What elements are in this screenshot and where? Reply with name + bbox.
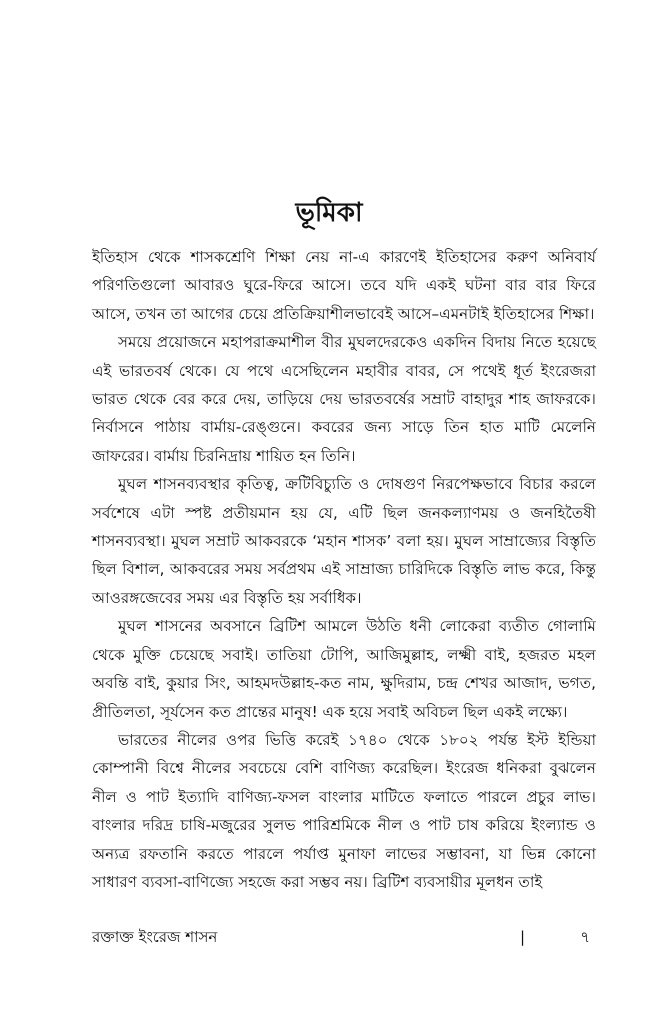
paragraph-5: ভারতের নীলের ওপর ভিত্তি করেই ১৭৪০ থেকে ১৮০২ পর্যন্ত ইস্ট ইন্ডিয়া কোম্পানী বিশ্বে নীলের সবচেয়ে বেশি বাণিজ্য করেছিল। ইংরেজ ধনিকরা বুঝলেন নীল ও পাট ইত্যাদি বাণিজ্য-ফসল বাংলার মাটিতে ফলাতে পারলে প্রচুর লাভ। বাংলার দরিদ্র চাষি-মজুরের সুলভ পারিশ্রমিকে নীল ও পাট চাষ করিয়ে ইংল্যান্ড ও অন্যত্র রফতানি করতে পারলে পর্যাপ্ত মুনাফা লাভের সম্ভাবনা, যা ভিন্ন কোনো সাধারণ ব্যবসা-বাণিজ্যে সহজে করা সম্ভব নয়। ব্রিটিশ ব্যবসায়ীর মূলধন তাই	[92, 730, 596, 891]
paragraph-2: সময়ে প্রয়োজনে মহাপরাক্রমাশীল বীর মুঘলদেরকেও একদিন বিদায় নিতে হয়েছে এই ভারতবর্ষ থেকে। যে পথে এসেছিলেন মহাবীর বাবর, সে পথেই ধূর্ত ইংরেজরা ভারত থেকে বের করে দেয়, তাড়িয়ে দেয় ভারতবর্ষের সম্রাট বাহাদুর শাহ জাফরকে। নির্বাসনে পাঠায় বার্মায়-রেঙ্গুনে। কবরের জন্য সাড়ে তিন হাত মাটি মেলেনি জাফরের। বার্মায় চিরনিদ্রায় শায়িত হন তিনি।	[92, 333, 596, 465]
body-text	[92, 243, 596, 896]
page-footer	[92, 926, 596, 948]
page-title: ভূমিকা	[295, 198, 363, 228]
paragraph-3: মুঘল শাসনব্যবস্থার কৃতিত্ব, ক্রটিবিচ্যুতি ও দোষগুণ নিরপেক্ষভাবে বিচার করলে সর্বশেষে এটা স্পষ্ট প্রতীয়মান হয় যে, এটি ছিল জনকল্যাণময় ও জনহিতৈষী শাসনব্যবস্থা। মুঘল সম্রাট আকবরকে ‘মহান শাসক’ বলা হয়। মুঘল সাম্রাজ্যের বিস্তৃতি ছিল বিশাল, আকবরের সময় সর্বপ্রথম এই সাম্রাজ্য চারিদিকে বিস্তৃতি লাভ করে, কিন্তু আওরঙ্গজেবের সময় এর বিস্তৃতি হয় সর্বাধিক।	[92, 475, 596, 607]
paragraph-1: ইতিহাস থেকে শাসকশ্রেণি শিক্ষা নেয় না-এ কারণেই ইতিহাসের করুণ অনিবার্য পরিণতিগুলো আবারও ঘুরে-ফিরে আসে। তবে যদি একই ঘটনা বার বার ফিরে আসে, তখন তা আগের চেয়ে প্রতিক্রিয়াশীলভাবেই আসে–এমনটাই ইতিহাসের শিক্ষা।	[92, 248, 596, 323]
footer-separator: |	[520, 928, 526, 946]
running-title: রক্তাক্ত ইংরেজ শাসন	[92, 928, 218, 946]
page-number: ৭	[580, 928, 590, 946]
paragraph-4: মুঘল শাসনের অবসানে ব্রিটিশ আমলে উঠতি ধনী লোকেরা ব্যতীত গোলামি থেকে মুক্তি চেয়েছে সবাই। তাতিয়া টোপি, আজিমুল্লাহ, লক্ষ্মী বাই, হজরত মহল অবন্তি বাই, কুয়ার সিং, আহমদউল্লাহ-কত নাম, ক্ষুদিরাম, চন্দ্র শেখর আজাদ, ভগত, প্রীতিলতা, সূর্যসেন কত প্রান্তের মানুষ! এক হয়ে সবাই অবিচল ছিল একই লক্ষ্যে।	[92, 617, 596, 721]
